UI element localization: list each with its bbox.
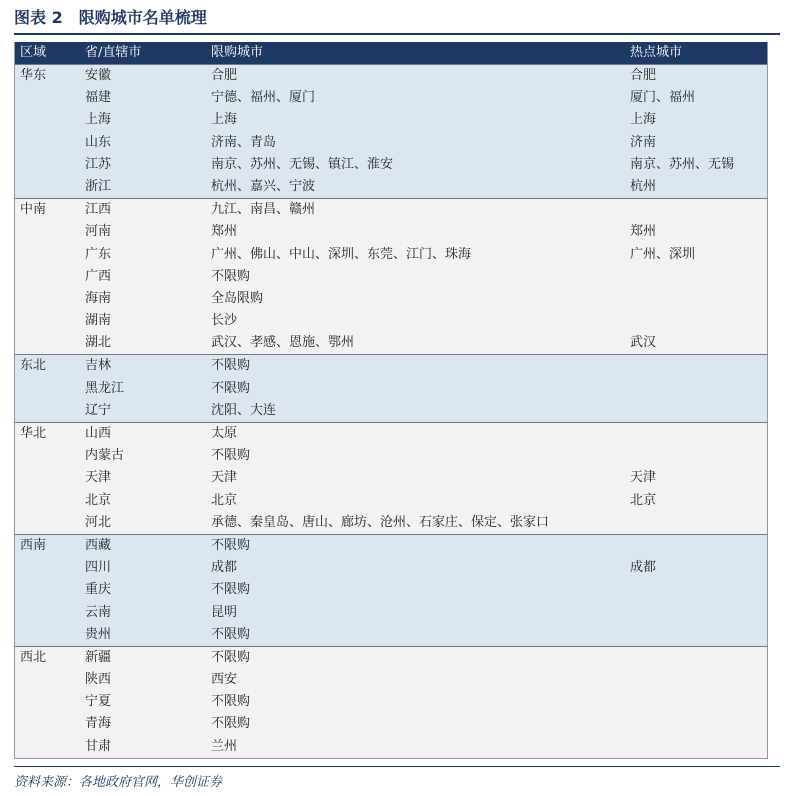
province-cell: 浙江	[85, 178, 112, 194]
province-cell: 上海	[85, 112, 112, 128]
region-group	[15, 422, 767, 534]
province-cell: 福建	[85, 90, 112, 106]
restricted-cities-cell: 成都	[211, 560, 238, 576]
table-row	[15, 490, 767, 512]
restricted-cities-cell: 全岛限购	[211, 290, 264, 306]
restricted-cities-cell: 不限购	[211, 537, 251, 553]
table-row	[15, 467, 767, 489]
hot-cities-cell: 济南	[630, 134, 657, 150]
table-row	[15, 288, 767, 310]
restricted-cities-cell: 长沙	[211, 313, 238, 329]
restricted-cities-cell: 宁德、福州、厦门	[211, 90, 316, 106]
province-cell: 山西	[85, 426, 112, 441]
province-cell: 河北	[85, 514, 112, 530]
restricted-cities-cell: 不限购	[211, 358, 251, 374]
table-header	[15, 42, 767, 64]
region-group	[15, 646, 767, 758]
province-cell: 陕西	[85, 672, 112, 688]
province-cell: 山东	[85, 134, 112, 150]
source-rule	[14, 766, 780, 767]
table-row	[15, 132, 767, 154]
province-cell: 重庆	[85, 582, 112, 598]
restricted-cities-cell: 不限购	[211, 626, 251, 642]
region-group	[15, 354, 767, 422]
table-row	[15, 557, 767, 579]
header-province: 省/直辖市	[85, 45, 142, 60]
table-row	[15, 669, 767, 691]
header-hot-cities: 热点城市	[630, 45, 683, 60]
table-row	[15, 221, 767, 243]
table-row	[15, 512, 767, 534]
hot-cities-cell: 北京	[630, 492, 657, 508]
restricted-cities-cell: 天津	[211, 470, 238, 486]
province-cell: 新疆	[85, 649, 112, 665]
table-row	[15, 355, 767, 377]
hot-cities-cell: 合肥	[630, 68, 657, 83]
restriction-table	[14, 42, 768, 759]
hot-cities-cell: 成都	[630, 560, 657, 576]
province-cell: 四川	[85, 560, 112, 576]
region-group	[15, 534, 767, 646]
region-cell: 西北	[20, 649, 47, 665]
table-row	[15, 400, 767, 422]
province-cell: 宁夏	[85, 694, 112, 710]
restricted-cities-cell: 不限购	[211, 380, 251, 396]
table-row	[15, 266, 767, 288]
table-row	[15, 624, 767, 646]
table-row	[15, 713, 767, 735]
province-cell: 江西	[85, 202, 112, 218]
table-row	[15, 579, 767, 601]
province-cell: 贵州	[85, 626, 112, 642]
restricted-cities-cell: 不限购	[211, 716, 251, 732]
restricted-cities-cell: 不限购	[211, 694, 251, 710]
province-cell: 江苏	[85, 156, 112, 172]
table-row	[15, 736, 767, 758]
restricted-cities-cell: 西安	[211, 672, 238, 688]
table-row	[15, 378, 767, 400]
table-row	[15, 602, 767, 624]
hot-cities-cell: 上海	[630, 112, 657, 128]
restricted-cities-cell: 九江、南昌、赣州	[211, 202, 316, 218]
restricted-cities-cell: 广州、佛山、中山、深圳、东莞、江门、珠海	[211, 246, 472, 262]
region-cell: 东北	[20, 358, 47, 374]
restricted-cities-cell: 不限购	[211, 649, 251, 665]
table-row	[15, 199, 767, 221]
table-body	[15, 64, 767, 758]
province-cell: 河南	[85, 224, 112, 240]
restricted-cities-cell: 昆明	[211, 604, 238, 620]
header-restricted-cities: 限购城市	[211, 45, 264, 60]
region-group	[15, 198, 767, 354]
table-row	[15, 109, 767, 131]
table-row	[15, 244, 767, 266]
province-cell: 西藏	[85, 537, 112, 553]
province-cell: 吉林	[85, 358, 112, 374]
table-row	[15, 87, 767, 109]
restricted-cities-cell: 不限购	[211, 268, 251, 284]
table-row	[15, 154, 767, 176]
restricted-cities-cell: 郑州	[211, 224, 238, 240]
province-cell: 甘肃	[85, 738, 112, 754]
province-cell: 安徽	[85, 68, 112, 83]
header-region: 区域	[20, 45, 47, 60]
table-row	[15, 332, 767, 354]
restricted-cities-cell: 上海	[211, 112, 238, 128]
province-cell: 北京	[85, 492, 112, 508]
title-rule	[14, 33, 780, 35]
table-row	[15, 176, 767, 198]
region-group	[15, 64, 767, 198]
restricted-cities-cell: 太原	[211, 426, 238, 441]
restricted-cities-cell: 杭州、嘉兴、宁波	[211, 178, 316, 194]
province-cell: 辽宁	[85, 402, 112, 418]
region-cell: 西南	[20, 537, 47, 553]
restricted-cities-cell: 不限购	[211, 448, 251, 464]
hot-cities-cell: 厦门、福州	[630, 90, 696, 106]
table-row	[15, 310, 767, 332]
restricted-cities-cell: 济南、青岛	[211, 134, 277, 150]
table-row	[15, 647, 767, 669]
restricted-cities-cell: 武汉、孝感、恩施、鄂州	[211, 335, 355, 351]
restricted-cities-cell: 承德、秦皇岛、唐山、廊坊、沧州、石家庄、保定、张家口	[211, 514, 550, 530]
hot-cities-cell: 郑州	[630, 224, 657, 240]
table-row	[15, 65, 767, 87]
restricted-cities-cell: 南京、苏州、无锡、镇江、淮安	[211, 156, 394, 172]
region-cell: 华北	[20, 426, 47, 441]
restricted-cities-cell: 兰州	[211, 738, 238, 754]
restricted-cities-cell: 北京	[211, 492, 238, 508]
province-cell: 云南	[85, 604, 112, 620]
province-cell: 海南	[85, 290, 112, 306]
province-cell: 黑龙江	[85, 380, 125, 396]
table-row	[15, 423, 767, 445]
table-row	[15, 445, 767, 467]
hot-cities-cell: 广州、深圳	[630, 246, 696, 262]
province-cell: 广东	[85, 246, 112, 262]
source-note: 资料来源：各地政府官网，华创证券	[14, 775, 223, 790]
province-cell: 天津	[85, 470, 112, 486]
table-row	[15, 691, 767, 713]
table-row	[15, 535, 767, 557]
province-cell: 广西	[85, 268, 112, 284]
hot-cities-cell: 南京、苏州、无锡	[630, 156, 735, 172]
hot-cities-cell: 武汉	[630, 335, 657, 351]
restricted-cities-cell: 沈阳、大连	[211, 402, 277, 418]
province-cell: 内蒙古	[85, 448, 125, 464]
province-cell: 湖南	[85, 313, 112, 329]
province-cell: 青海	[85, 716, 112, 732]
restricted-cities-cell: 不限购	[211, 582, 251, 598]
region-cell: 中南	[20, 202, 47, 218]
figure-title: 图表 2 限购城市名单梳理	[14, 8, 207, 27]
hot-cities-cell: 天津	[630, 470, 657, 486]
province-cell: 湖北	[85, 335, 112, 351]
region-cell: 华东	[20, 68, 47, 83]
restricted-cities-cell: 合肥	[211, 68, 238, 83]
hot-cities-cell: 杭州	[630, 178, 657, 194]
